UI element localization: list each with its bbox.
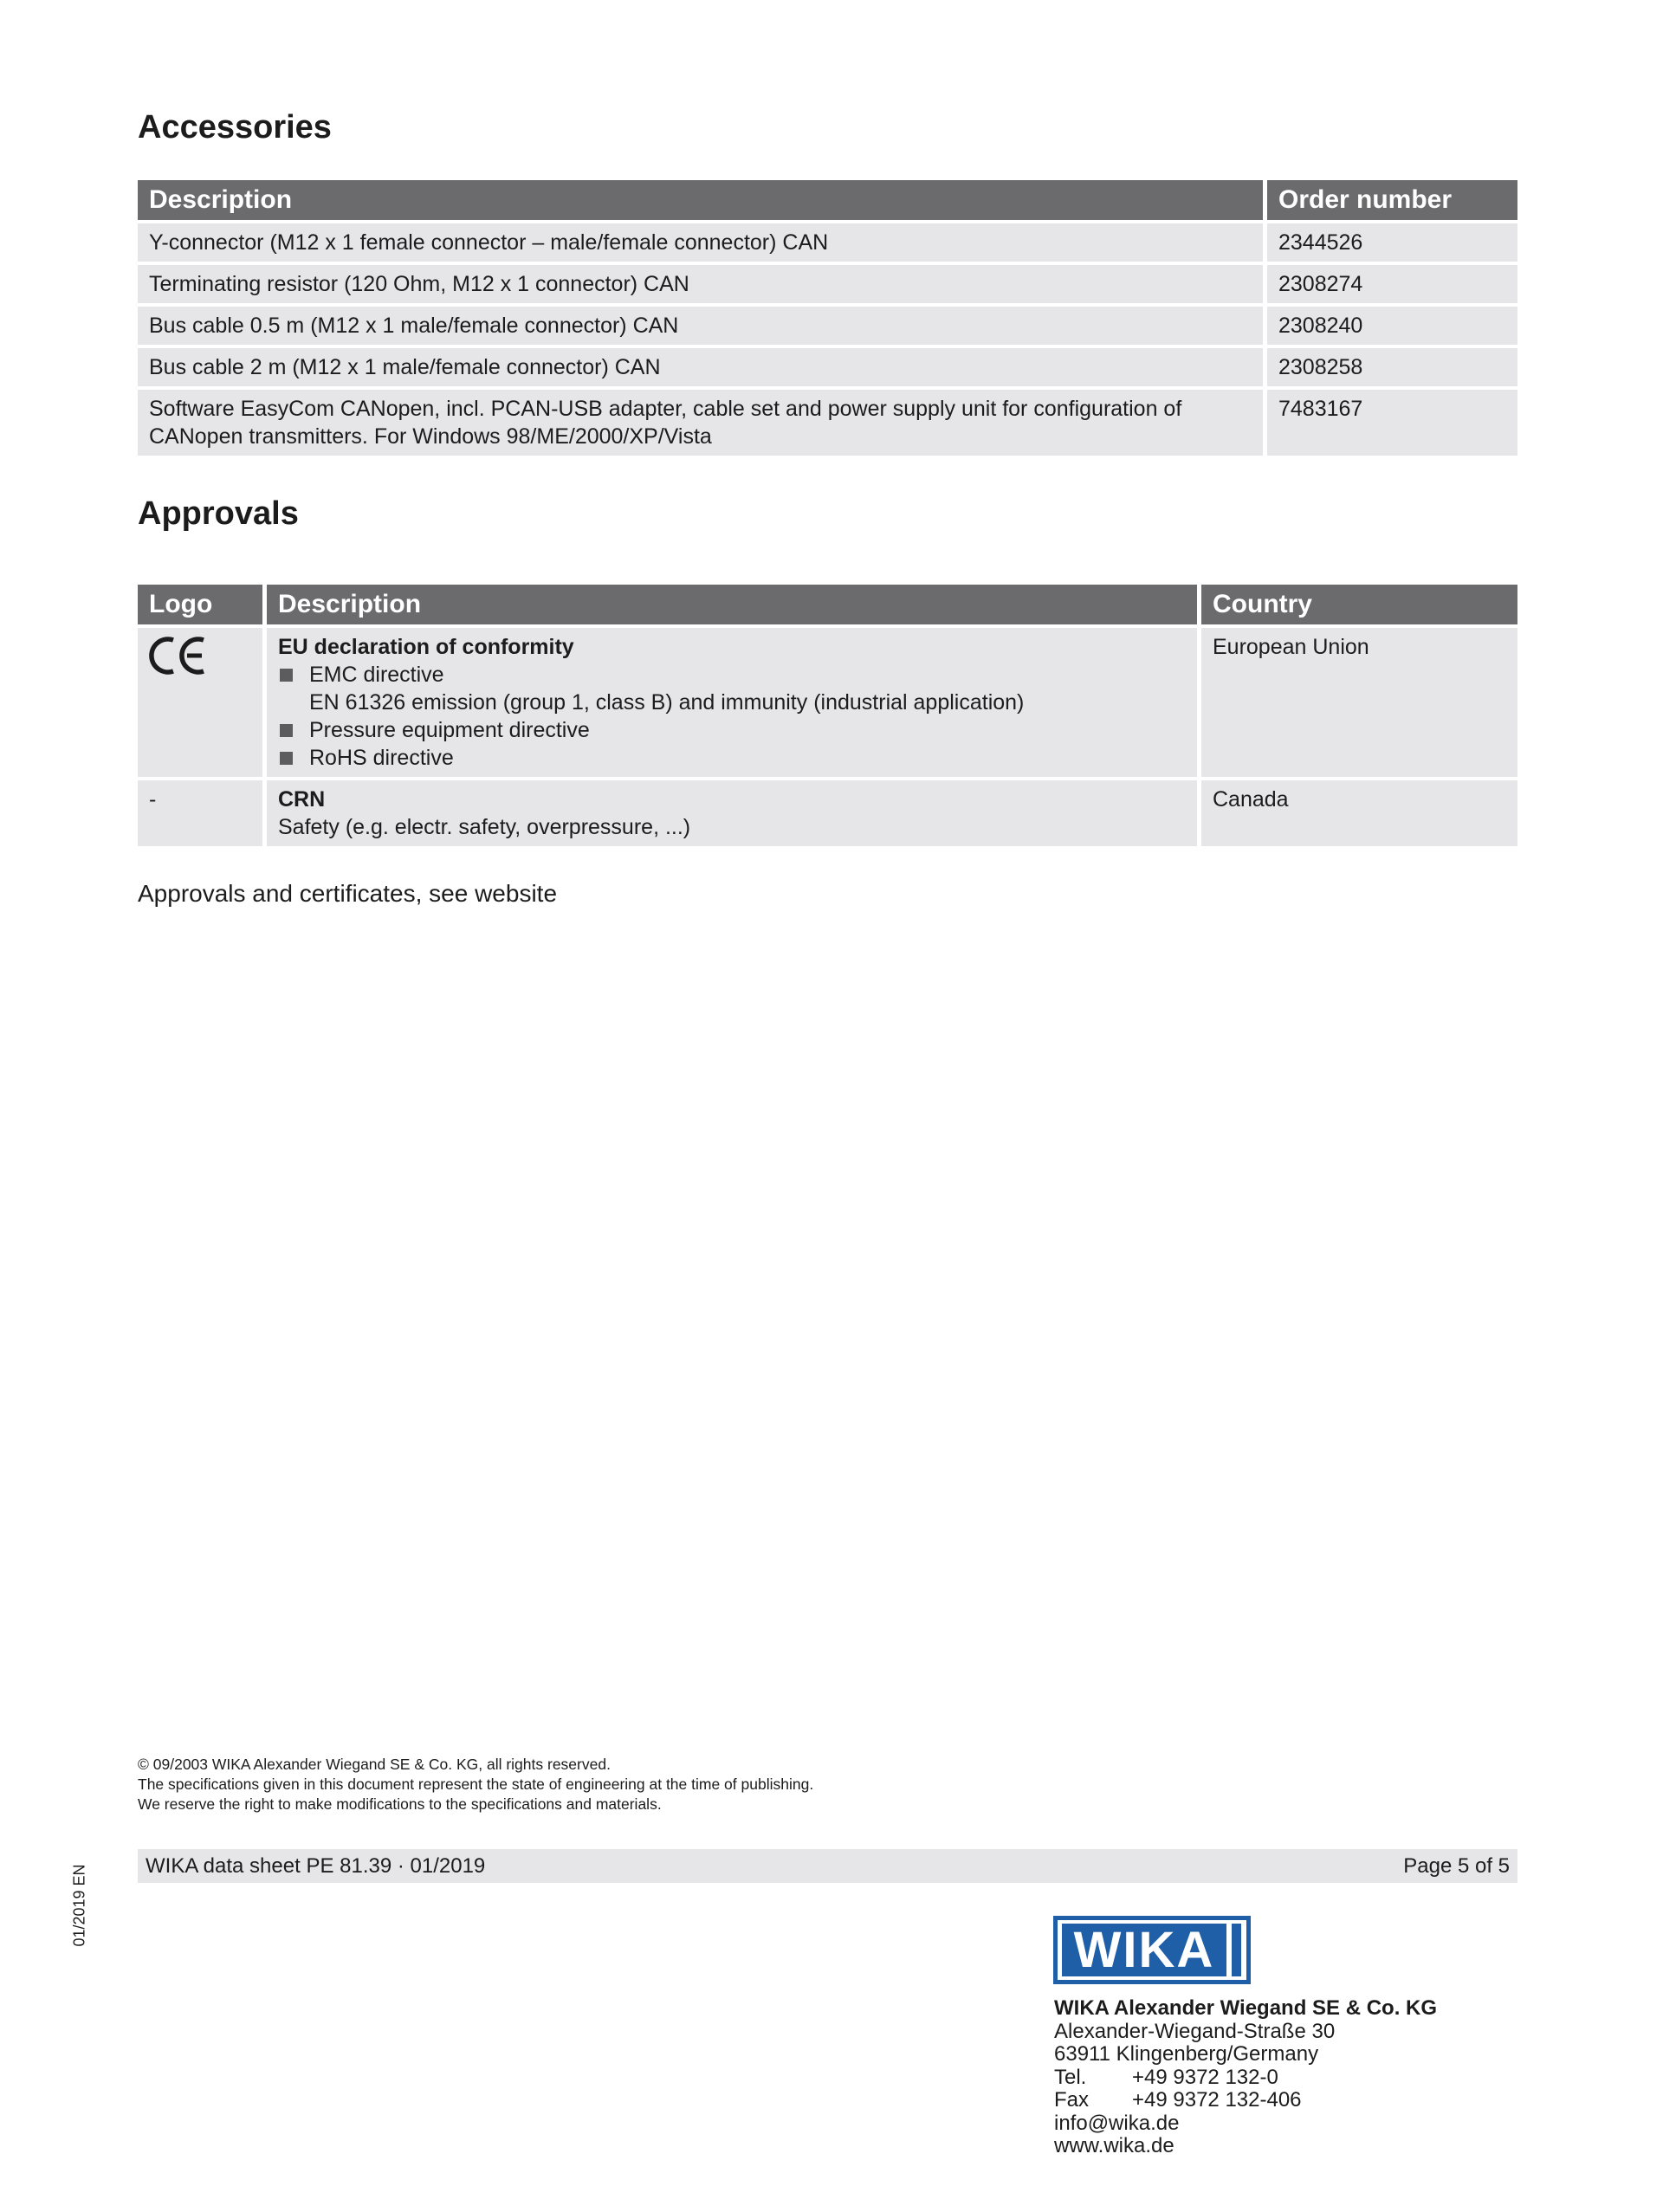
phone-number: +49 9372 132-0 <box>1132 2065 1278 2089</box>
accessory-description: Terminating resistor (120 Ohm, M12 x 1 connector) CAN <box>138 265 1267 307</box>
wika-logo <box>1053 1916 1251 1984</box>
bullet-square-icon <box>280 752 293 765</box>
accessories-title: Accessories <box>138 109 332 146</box>
list-item <box>278 661 1186 716</box>
column-header-order-number: Order number <box>1267 180 1517 223</box>
table-row <box>138 390 1517 459</box>
data-sheet-reference: WIKA data sheet PE 81.39 · 01/2019 <box>146 1854 486 1878</box>
list-item <box>278 744 1186 772</box>
copyright-line: We reserve the right to make modifications to the specifications and materials. <box>138 1795 662 1813</box>
table-row <box>138 307 1517 348</box>
approval-country: European Union <box>1201 628 1517 780</box>
approval-title: EU declaration of conformity <box>278 635 574 659</box>
city: 63911 Klingenberg/Germany <box>1054 2042 1319 2066</box>
phone-label: Tel. <box>1054 2065 1087 2089</box>
company-name: WIKA Alexander Wiegand SE & Co. KG <box>1054 1996 1438 2020</box>
accessories-table <box>138 180 1517 459</box>
page-number: Page 5 of 5 <box>1403 1854 1510 1878</box>
column-header-description: Description <box>138 180 1267 223</box>
approval-title: CRN <box>278 787 326 812</box>
email-link[interactable]: info@wika.de <box>1054 2111 1180 2135</box>
approval-country: Canada <box>1201 780 1517 850</box>
approval-description <box>267 780 1201 850</box>
approval-logo-cell: - <box>138 780 267 850</box>
street: Alexander-Wiegand-Straße 30 <box>1054 2019 1336 2043</box>
directive-list <box>278 661 1186 772</box>
fax-label: Fax <box>1054 2088 1090 2112</box>
table-row <box>138 780 1517 850</box>
table-row <box>138 348 1517 390</box>
accessory-description-line: Software EasyCom CANopen, incl. PCAN-USB adapter, cable set and power supply unit for configuration of <box>149 397 1182 421</box>
table-header-row <box>138 585 1517 628</box>
column-header-country: Country <box>1201 585 1517 628</box>
svg-text:WIKA: WIKA <box>1073 1922 1215 1978</box>
wika-logo-icon <box>1053 1916 1251 1984</box>
directive-label: EMC directive <box>309 663 444 687</box>
fax-number: +49 9372 132-406 <box>1132 2088 1302 2112</box>
copyright-line: © 09/2003 WIKA Alexander Wiegand SE & Co. KG, all rights reserved. <box>138 1756 611 1773</box>
fax-row <box>1054 2089 1437 2112</box>
column-header-description: Description <box>267 585 1201 628</box>
copyright-notice <box>138 1755 813 1814</box>
directive-label: RoHS directive <box>309 746 454 770</box>
accessory-order-number: 2344526 <box>1267 223 1517 265</box>
column-header-logo: Logo <box>138 585 267 628</box>
accessory-description-line: CANopen transmitters. For Windows 98/ME/2000/XP/Vista <box>149 424 712 449</box>
accessory-description: Bus cable 2 m (M12 x 1 male/female connector) CAN <box>138 348 1267 390</box>
copyright-line: The specifications given in this document represent the state of engineering at the time of publishing. <box>138 1775 814 1793</box>
directive-label: Pressure equipment directive <box>309 718 590 742</box>
accessory-order-number: 2308258 <box>1267 348 1517 390</box>
accessory-order-number: 2308240 <box>1267 307 1517 348</box>
footer-bar <box>138 1849 1517 1883</box>
side-date-label: 01/2019 EN <box>70 1864 88 1947</box>
approval-description <box>267 628 1201 780</box>
list-item <box>278 716 1186 744</box>
accessory-order-number: 2308274 <box>1267 265 1517 307</box>
ce-mark-icon <box>149 635 210 676</box>
bullet-square-icon <box>280 724 293 737</box>
bullet-square-icon <box>280 669 293 682</box>
accessory-description: Bus cable 0.5 m (M12 x 1 male/female connector) CAN <box>138 307 1267 348</box>
approvals-table <box>138 585 1517 850</box>
approval-detail: Safety (e.g. electr. safety, overpressure, ...) <box>278 815 691 839</box>
accessory-description: Y-connector (M12 x 1 female connector – male/female connector) CAN <box>138 223 1267 265</box>
directive-detail: EN 61326 emission (group 1, class B) and immunity (industrial application) <box>309 690 1025 715</box>
phone-row <box>1054 2066 1437 2090</box>
company-address <box>1054 1997 1437 2158</box>
approvals-title: Approvals <box>138 495 299 532</box>
approvals-note: Approvals and certificates, see website <box>138 880 558 907</box>
table-row <box>138 223 1517 265</box>
website-link[interactable]: www.wika.de <box>1054 2134 1174 2157</box>
table-header-row <box>138 180 1517 223</box>
accessory-order-number: 7483167 <box>1267 390 1517 459</box>
table-row <box>138 265 1517 307</box>
approval-logo-cell <box>138 628 267 780</box>
table-row <box>138 628 1517 780</box>
accessory-description <box>138 390 1267 459</box>
